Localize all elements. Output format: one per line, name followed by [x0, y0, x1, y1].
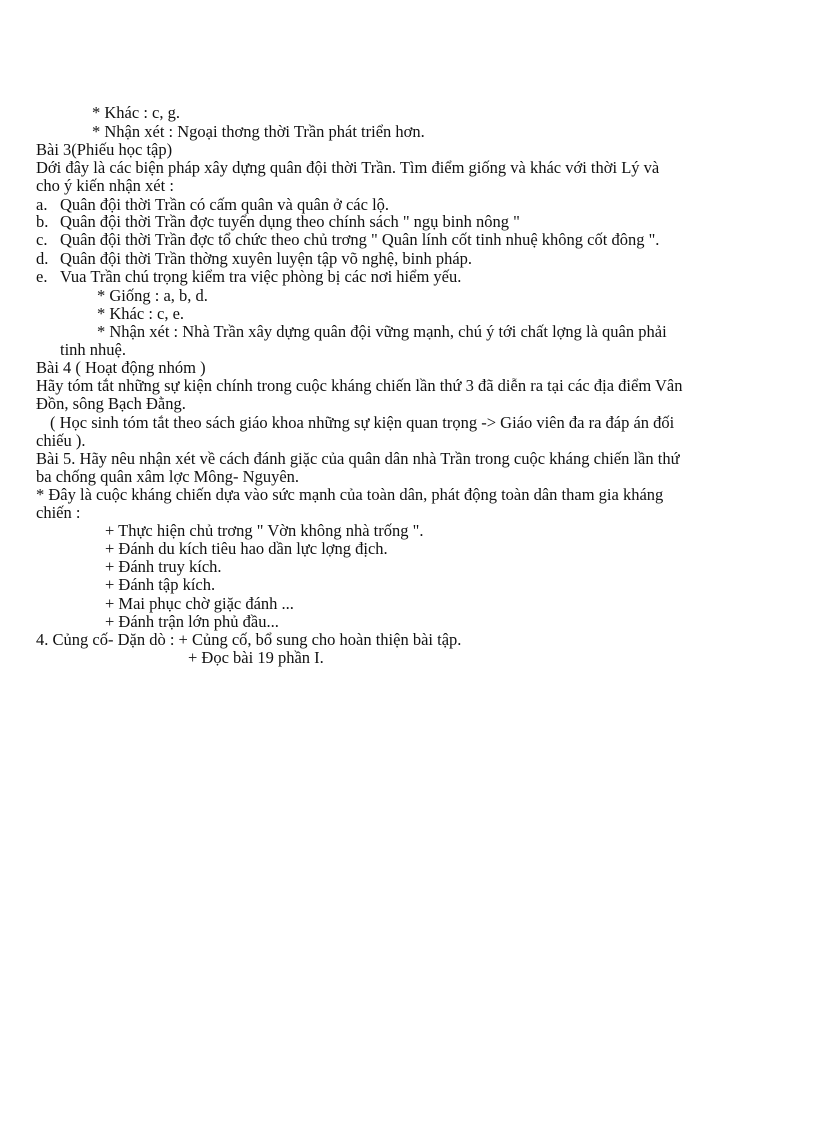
bullet-danh-truy-kich: + Đánh truy kích.: [105, 557, 222, 576]
list-item-c: Quân đội thời Trần đợc tổ chức theo chủ trơng " Quân lính cốt tinh nhuệ không cốt đông ".: [60, 230, 660, 249]
bullet-mai-phuc: + Mai phục chờ giặc đánh ...: [105, 594, 294, 613]
text-line-doc-bai-19: + Đọc bài 19 phần I.: [188, 648, 324, 667]
bullet-danh-tran-lon: + Đánh trận lớn phủ đầu...: [105, 612, 279, 631]
list-marker-b: b.: [36, 212, 49, 231]
list-item-b: Quân đội thời Trần đợc tuyển dụng theo chính sách " ngụ binh nông ": [60, 212, 520, 231]
text-line-bai-3-prompt-cont: cho ý kiến nhận xét :: [36, 176, 174, 195]
text-line-bai-4-note-cont: chiếu ).: [36, 431, 86, 450]
text-line-khac-cg: * Khác : c, g.: [92, 103, 180, 122]
text-line-bai-5-cont: ba chống quân xâm lợc Mông- Nguyên.: [36, 467, 300, 486]
list-item-a: Quân đội thời Trần có cấm quân và quân ở các lộ.: [60, 195, 390, 214]
bullet-danh-tap-kich: + Đánh tập kích.: [105, 575, 216, 594]
list-marker-a: a.: [36, 195, 48, 214]
heading-cung-co-dan-do: 4. Củng cố- Dặn dò : + Củng cố, bổ sung cho hoàn thiện bài tập.: [36, 630, 462, 649]
list-marker-d: d.: [36, 249, 49, 268]
text-line-khac-ce: * Khác : c, e.: [97, 304, 185, 323]
list-item-e: Vua Trần chú trọng kiểm tra việc phòng bị các nơi hiểm yếu.: [60, 267, 462, 286]
bullet-danh-du-kich: + Đánh du kích tiêu hao dần lực lợng địch.: [105, 539, 388, 558]
heading-bai-5: Bài 5. Hãy nêu nhận xét về cách đánh giặc của quân dân nhà Trần trong cuộc kháng chiến lần thứ: [36, 449, 680, 468]
text-line-tinh-nhue: tinh nhuệ.: [60, 340, 126, 359]
list-marker-c: c.: [36, 230, 48, 249]
text-line-nhan-xet-ngoai-thuong: * Nhận xét : Ngoại thơng thời Trần phát triển hơn.: [92, 122, 425, 141]
text-line-giong: * Giống : a, b, d.: [97, 286, 208, 305]
heading-bai-4: Bài 4 ( Hoạt động nhóm ): [36, 358, 206, 377]
text-line-bai-5-answer-cont: chiến :: [36, 503, 81, 522]
heading-bai-3: Bài 3(Phiếu học tập): [36, 140, 173, 159]
list-marker-e: e.: [36, 267, 48, 286]
list-item-d: Quân đội thời Trần thờng xuyên luyện tập võ nghệ, binh pháp.: [60, 249, 473, 268]
text-line-bai-3-prompt: Dới đây là các biện pháp xây dựng quân đội thời Trần. Tìm điểm giống và khác với thời Lý và: [36, 158, 660, 177]
bullet-vuon-khong-nha-trong: + Thực hiện chủ trơng " Vờn không nhà trống ".: [105, 521, 424, 540]
text-line-bai-4-prompt-cont: Đồn, sông Bạch Đằng.: [36, 394, 186, 413]
text-line-bai-5-answer: * Đây là cuộc kháng chiến dựa vào sức mạnh của toàn dân, phát động toàn dân tham gia kháng: [36, 485, 664, 504]
text-line-bai-4-prompt: Hãy tóm tắt những sự kiện chính trong cuộc kháng chiến lần thứ 3 đã diễn ra tại các địa điểm Vân: [36, 376, 683, 395]
text-line-nhan-xet-quan-doi: * Nhận xét : Nhà Trần xây dựng quân đội vững mạnh, chú ý tới chất lợng là quân phải: [97, 322, 667, 341]
text-line-bai-4-note: ( Học sinh tóm tắt theo sách giáo khoa những sự kiện quan trọng -> Giáo viên đa ra đáp án đối: [50, 413, 675, 432]
